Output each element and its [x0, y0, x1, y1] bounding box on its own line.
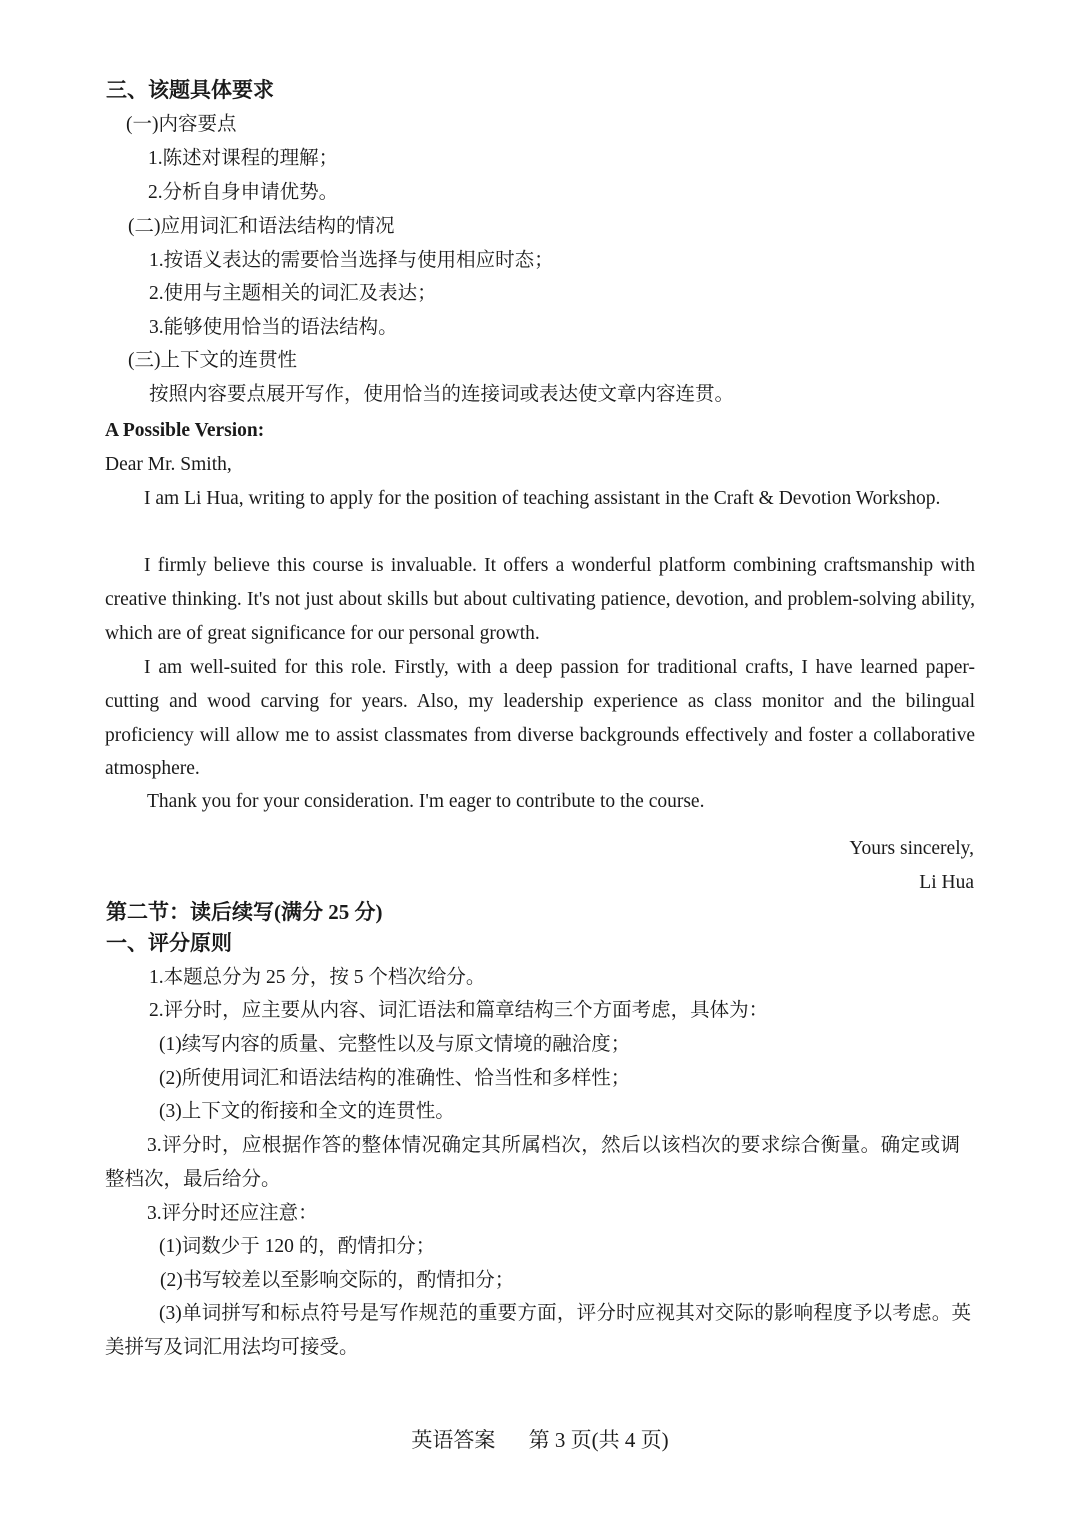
footer-subject: 英语答案 [411, 1428, 496, 1452]
letter-paragraph-4: Thank you for your consideration. I'm eager to contribute to the course. [147, 791, 705, 812]
principle-item-2-sub-1: (1)续写内容的质量、完整性以及与原文情境的融洽度； [159, 1034, 631, 1055]
principle-item-4-sub-3: (3)单词拼写和标点符号是写作规范的重要方面，评分时应视其对交际的影响程度予以考虑。英美拼写及词汇用法均可接受。 [105, 1303, 971, 1358]
footer-page-number: 第 3 页(共 4 页) [528, 1428, 669, 1452]
letter-paragraph-2: I firmly believe this course is invaluable. It offers a wonderful platform combining craftsmanship with creative thinking. It's not just about skills but about cultivating patience, devotion, and problem-solving ability, which are of great significance for our personal growth. [105, 555, 975, 644]
section-title: 三、该题具体要求 [106, 78, 274, 102]
principle-item-2-sub-2: (2)所使用词汇和语法结构的准确性、恰当性和多样性； [159, 1068, 631, 1089]
letter-signature: Li Hua [919, 872, 974, 893]
principle-item-2-sub-3: (3)上下文的衔接和全文的连贯性。 [159, 1101, 455, 1122]
vocab-item-2: 2.使用与主题相关的词汇及表达； [149, 283, 437, 304]
principle-item-4-sub-1: (1)词数少于 120 的，酌情扣分； [159, 1236, 436, 1257]
principle-item-4-sub-2: (2)书写较差以至影响交际的，酌情扣分； [160, 1270, 515, 1291]
content-heading: (一)内容要点 [126, 114, 237, 135]
vocab-heading: (二)应用词汇和语法结构的情况 [128, 216, 395, 237]
principle-item-4: 3.评分时还应注意： [147, 1203, 318, 1224]
principle-item-1: 1.本题总分为 25 分，按 5 个档次给分。 [149, 967, 486, 988]
possible-version-label: A Possible Version: [105, 420, 265, 441]
page-footer [0, 1426, 1080, 1454]
part2-title: 第二节：读后续写(满分 25 分) [106, 900, 383, 924]
coherence-heading: (三)上下文的连贯性 [128, 350, 297, 371]
principle-item-3: 3.评分时，应根据作答的整体情况确定其所属档次，然后以该档次的要求综合衡量。确定或调整档次，最后给分。 [105, 1135, 960, 1190]
letter-paragraph-1: I am Li Hua, writing to apply for the position of teaching assistant in the Craft & Devotion Workshop. [144, 488, 941, 509]
letter-closing: Yours sincerely, [849, 838, 974, 859]
coherence-text: 按照内容要点展开写作，使用恰当的连接词或表达使文章内容连贯。 [149, 384, 735, 405]
content-item-2: 2.分析自身申请优势。 [148, 182, 339, 203]
principle-item-2: 2.评分时，应主要从内容、词汇语法和篇章结构三个方面考虑，具体为： [149, 1000, 769, 1021]
vocab-item-3: 3.能够使用恰当的语法结构。 [149, 317, 398, 338]
vocab-item-1: 1.按语义表达的需要恰当选择与使用相应时态； [149, 250, 554, 271]
content-item-1: 1.陈述对课程的理解； [148, 148, 339, 169]
letter-paragraph-3: I am well-suited for this role. Firstly, with a deep passion for traditional crafts, I have learned paper-cutting and wood carving for years. Also, my leadership experience as class monitor and the bilingual proficiency will allow me to assist classmates from diverse backgrounds effectively and foster a collaborative atmosphere. [105, 657, 975, 780]
principles-title: 一、评分原则 [106, 931, 232, 955]
letter-greeting: Dear Mr. Smith, [105, 454, 232, 475]
